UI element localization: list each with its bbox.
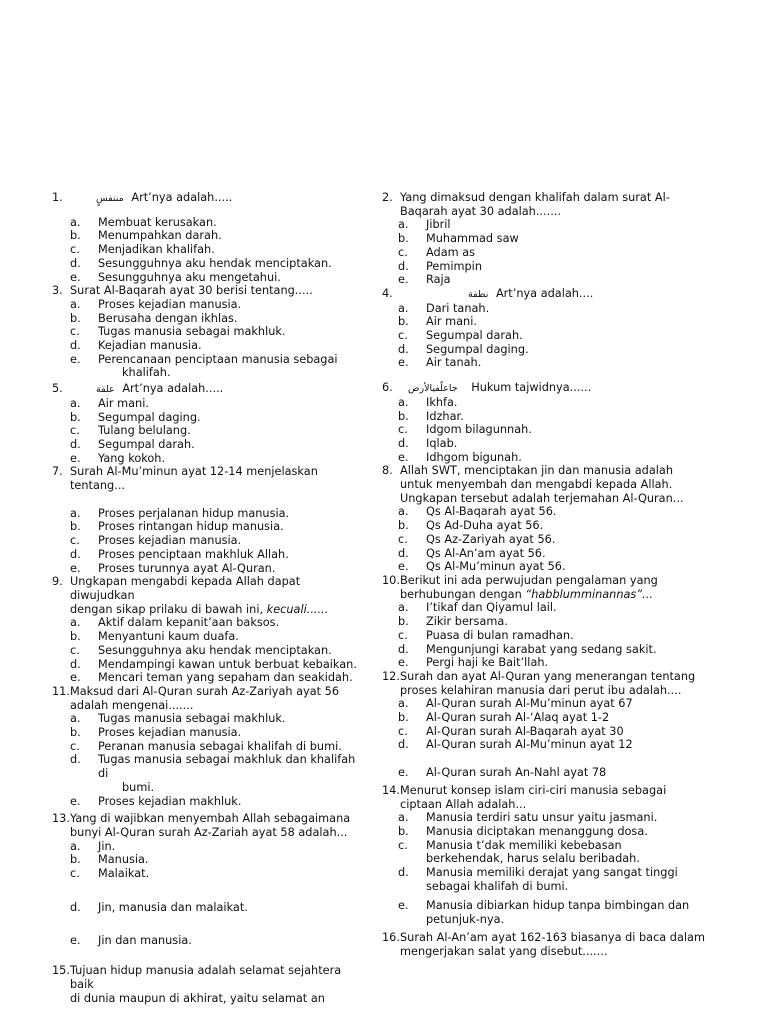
option-e: e. Manusia dibiarkan hidup tanpa bimbingan dan: [398, 899, 690, 913]
question-number: 5.: [52, 382, 63, 396]
option-a: a. Qs Al-Baqarah ayat 56.: [398, 505, 557, 519]
option-b: b. Zikir bersama.: [398, 615, 508, 629]
option-d: d. Pemimpin: [398, 259, 482, 273]
left-column: [52, 191, 368, 1005]
option-d: d. Mengunjungi karabat yang sedang sakit.: [398, 642, 657, 656]
question-7: [52, 465, 368, 492]
question-14: [382, 784, 712, 811]
question-9: [52, 575, 368, 616]
option-a: a. Al-Quran surah Al-Mu’minun ayat 67: [398, 697, 633, 711]
option-e: e. Perencanaan penciptaan manusia sebagai: [70, 352, 338, 366]
option-c: c. Manusia t’dak memiliki kebebasan: [398, 838, 622, 852]
option-b: b. Manusia diciptakan menanggung dosa.: [398, 824, 648, 838]
option-d: d. Qs Al-An’am ayat 56.: [398, 546, 546, 560]
question-number: 2.: [382, 191, 393, 204]
right-column: [382, 191, 712, 958]
arabic-text: علقة: [96, 384, 115, 396]
option-e: e. Yang kokoh.: [70, 451, 166, 465]
question-stem-line-2: bunyi Al-Quran surah Az-Zariah ayat 58 adalah...: [70, 825, 348, 839]
option-b: b. Proses rintangan hidup manusia.: [70, 520, 284, 534]
question-number: 16.: [382, 930, 400, 944]
option-d: d. Segumpal daging.: [398, 342, 529, 356]
option-d: d. Tugas manusia sebagai makhluk dan khalifah di: [70, 753, 356, 781]
option-c: c. Qs Az-Zariyah ayat 56.: [398, 532, 556, 546]
option-e-continuation: petunjuk-nya.: [426, 913, 505, 927]
question-stem-line-1: Surah Al-Mu’minun ayat 12-14 menjelaskan: [70, 465, 318, 479]
question-stem-line-2: di dunia maupun di akhirat, yaitu selamat an: [70, 991, 325, 1005]
option-a: a. Manusia terdiri satu unsur yaitu jasmani.: [398, 811, 658, 825]
question-stem-line-2: ciptaan Allah adalah...: [400, 797, 527, 811]
question-11-options: [52, 712, 368, 808]
question-5-options: [52, 397, 368, 466]
question-number: 12.: [382, 669, 400, 683]
option-a: a. Proses perjalanan hidup manusia.: [70, 506, 290, 520]
question-number: 3.: [52, 284, 63, 298]
option-b: b. Air mani.: [398, 315, 477, 329]
option-a: a. Membuat kerusakan.: [70, 215, 217, 229]
option-e-continuation: khalifah.: [122, 366, 171, 380]
option-e: e. Proses turunnya ayat Al-Quran.: [70, 561, 276, 575]
option-d: d. Segumpal darah.: [70, 437, 195, 451]
option-b: b. Berusaha dengan ikhlas.: [70, 311, 238, 325]
question-10: [382, 574, 712, 601]
question-stem-line-2: untuk menyembah dan mengabdi kepada Allah.: [400, 478, 673, 492]
option-c: c. Menjadikan khalifah.: [70, 243, 215, 257]
question-stem-italic: kecuali......: [266, 602, 329, 616]
option-a: a. Aktif dalam kepanit’aan baksos.: [70, 616, 280, 630]
option-a: a. Dari tanah.: [398, 301, 490, 315]
question-8: [382, 464, 712, 505]
option-b: b. Muhammad saw: [398, 232, 519, 246]
question-13: [52, 812, 368, 839]
option-d: d. Sesungguhnya aku hendak menciptakan.: [70, 256, 332, 270]
question-6: [382, 381, 712, 396]
question-stem: Surat Al-Baqarah ayat 30 berisi tentang.....: [70, 284, 313, 298]
question-13-options: [52, 840, 368, 949]
question-stem-line-1: Yang dimaksud dengan khalifah dalam surat Al-: [400, 191, 670, 204]
question-stem: Art’nya adalah....: [495, 286, 594, 300]
question-stem-line-1: Maksud dari Al-Quran surah Az-Zariyah ayat 56: [70, 684, 340, 698]
option-b: b. Menyantuni kaum duafa.: [70, 630, 239, 644]
question-stem-line-1: Allah SWT, menciptakan jin dan manusia adalah: [400, 464, 674, 478]
question-number: 14.: [382, 783, 400, 797]
option-c: c. Peranan manusia sebagai khalifah di bumi.: [70, 739, 342, 753]
option-a: a. Air mani.: [70, 396, 149, 410]
option-c: c. Segumpal darah.: [398, 329, 523, 343]
option-e: e. Pergi haji ke Bait’llah.: [398, 656, 549, 670]
question-stem-line-2: adalah mengenai.......: [70, 698, 194, 712]
option-b: b. Qs Ad-Duha ayat 56.: [398, 519, 544, 533]
question-stem-line-1: Tujuan hidup manusia adalah selamat sejahtera baik: [70, 964, 342, 991]
option-d: d. Jin, manusia dan malaikat.: [70, 900, 248, 914]
option-b: b. Segumpal daging.: [70, 410, 201, 424]
option-e: e. Qs Al-Mu’minun ayat 56.: [398, 560, 566, 574]
option-c: c. Adam as: [398, 245, 476, 259]
question-7-options: [52, 507, 368, 576]
question-stem-line-1: Ungkapan mengabdi kepada Allah dapat diwujudkan: [70, 575, 301, 602]
option-e: e. Jin dan manusia.: [70, 934, 192, 948]
question-number: 8.: [382, 464, 393, 478]
question-2: [382, 191, 712, 218]
question-stem-line-2: mengerjakan salat yang disebut.......: [400, 944, 608, 958]
question-1-options: [52, 216, 368, 285]
option-b: b. Proses kejadian manusia.: [70, 726, 242, 740]
question-6-options: [382, 396, 712, 465]
arabic-text: مننفسٍ: [96, 193, 124, 204]
question-number: 11.: [52, 684, 70, 698]
option-c: c. Malaikat.: [70, 867, 150, 881]
option-a: a. Ikhfa.: [398, 395, 458, 409]
question-stem-line-1: Menurut konsep islam ciri-ciri manusia sebagai: [400, 783, 667, 797]
option-b: b. Manusia.: [70, 853, 149, 867]
option-e: e. Idhgom bigunah.: [398, 450, 522, 464]
option-b: b. Al-Quran surah Al-‘Alaq ayat 1-2: [398, 711, 610, 725]
arabic-text: نطفة: [468, 288, 489, 300]
question-stem-line-2: berhubungan dengan: [400, 587, 522, 601]
option-b: b. Idzhar.: [398, 409, 464, 423]
option-e: e. Mencari teman yang sepaham dan seakidah.: [70, 671, 353, 685]
question-10-options: [382, 601, 712, 670]
option-b: b. Menumpahkan darah.: [70, 229, 222, 243]
question-stem-line-1: Surah Al-An’am ayat 162-163 biasanya di baca dalam: [400, 930, 705, 944]
option-c: c. Puasa di bulan ramadhan.: [398, 628, 574, 642]
option-a: a. Jibril: [398, 218, 451, 232]
question-number: 1.: [52, 191, 63, 204]
option-a: a. Proses kejadian manusia.: [70, 297, 242, 311]
option-e: e. Proses kejadian makhluk.: [70, 794, 242, 808]
option-d-continuation: bumi.: [122, 780, 155, 794]
option-e: e. Sesungguhnya aku mengetahui.: [70, 270, 281, 284]
option-a: a. Tugas manusia sebagai makhluk.: [70, 712, 286, 726]
question-number: 7.: [52, 465, 63, 479]
option-e: e. Raja: [398, 273, 451, 287]
option-c: c. Al-Quran surah Al-Baqarah ayat 30: [398, 724, 624, 738]
question-stem: Art’nya adalah.....: [131, 191, 233, 204]
option-c: c. Tulang belulang.: [70, 424, 191, 438]
question-11: [52, 685, 368, 712]
question-stem-line-2: dengan sikap prilaku di bawah ini,: [70, 602, 264, 616]
question-stem-italic: “habblumminannas”...: [525, 587, 653, 601]
option-d: d. Mendampingi kawan untuk berbuat kebaikan.: [70, 657, 357, 671]
question-9-options: [52, 616, 368, 685]
question-14-options: [382, 811, 712, 927]
option-d: d. Al-Quran surah Al-Mu’minun ayat 12: [398, 738, 633, 752]
option-d: d. Kejadian manusia.: [70, 339, 202, 353]
question-3-options: [52, 298, 368, 380]
option-d: d. Manusia memiliki derajat yang sangat tinggi: [398, 866, 678, 880]
question-12: [382, 670, 712, 697]
question-4-options: [382, 302, 712, 371]
question-4: [382, 287, 712, 302]
option-e: e. Air tanah.: [398, 356, 482, 370]
question-15: [52, 964, 368, 1005]
option-a: a. I’tikaf dan Qiyamul lail.: [398, 601, 557, 615]
question-16: [382, 931, 712, 958]
question-stem: Art’nya adalah.....: [122, 382, 224, 396]
option-d-continuation: sebagai khalifah di bumi.: [426, 879, 569, 893]
question-stem-line-3: Ungkapan tersebut adalah terjemahan Al-Quran...: [400, 491, 684, 505]
question-number: 6.: [382, 381, 393, 395]
question-stem-line-2: proses kelahiran manusia dari perut ibu adalah....: [400, 683, 682, 697]
option-c: c. Proses kejadian manusia.: [70, 534, 242, 548]
option-e: e. Al-Quran surah An-Nahl ayat 78: [398, 766, 607, 780]
option-c: c. Sesungguhnya aku hendak menciptakan.: [70, 643, 332, 657]
option-d: d. Proses penciptaan makhluk Allah.: [70, 547, 289, 561]
question-number: 10.: [382, 573, 400, 587]
question-2-options: [382, 218, 712, 287]
question-stem: Hukum tajwidnya......: [471, 381, 592, 395]
question-stem-line-1: Surah dan ayat Al-Quran yang menerangan tentang: [400, 669, 696, 683]
question-number: 9.: [52, 575, 63, 589]
arabic-text: جاعلٌفيالأرض: [408, 383, 458, 395]
option-c: c. Tugas manusia sebagai makhluk.: [70, 325, 286, 339]
option-c: c. Idgom bilagunnah.: [398, 423, 532, 437]
option-d: d. Iqlab.: [398, 436, 458, 450]
question-number: 4.: [382, 286, 393, 300]
option-c-continuation: berkehendak, harus selalu beribadah.: [426, 852, 640, 866]
question-number: 15.: [52, 964, 70, 978]
question-stem-line-2: Baqarah ayat 30 adalah.......: [400, 204, 561, 218]
question-stem-line-1: Yang di wajibkan menyembah Allah sebagaimana: [70, 812, 351, 826]
option-a: a. Jin.: [70, 839, 116, 853]
question-8-options: [382, 505, 712, 574]
question-stem-line-1: Berikut ini ada perwujudan pengalaman yang: [400, 573, 658, 587]
question-stem-line-2: tentang...: [70, 479, 125, 493]
question-number: 13.: [52, 812, 70, 826]
question-1: [52, 191, 368, 206]
question-3: [52, 284, 368, 298]
question-5: [52, 382, 368, 397]
question-12-options: [382, 697, 712, 780]
